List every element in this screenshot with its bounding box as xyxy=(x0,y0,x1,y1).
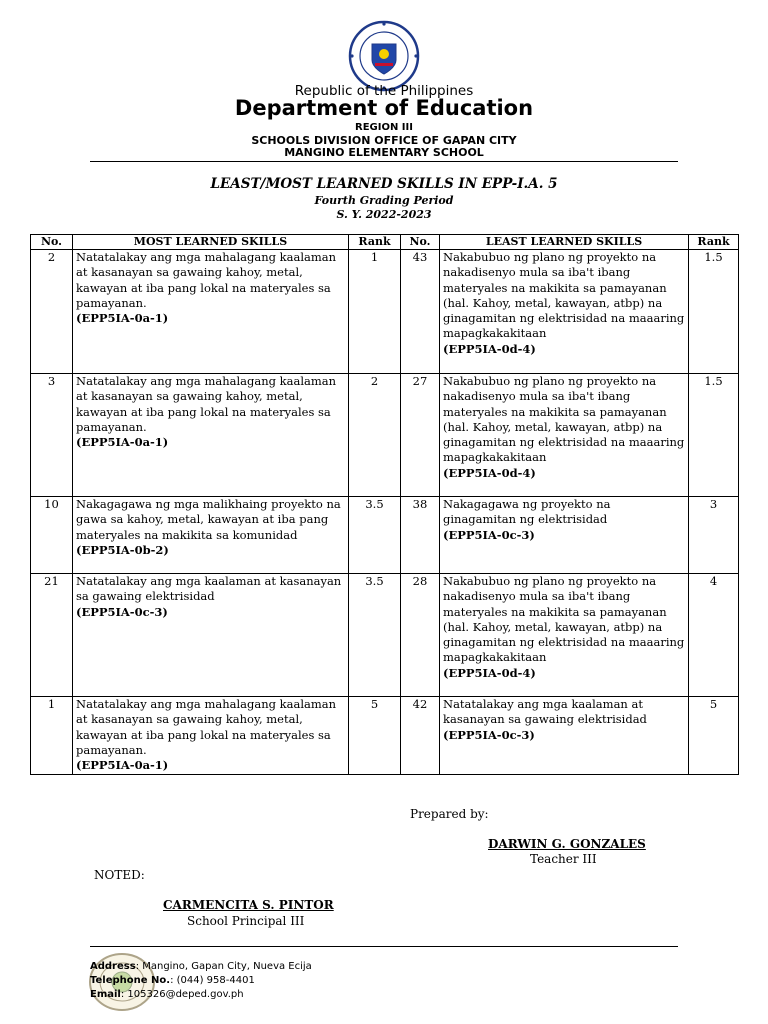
cell-no-left: 2 xyxy=(31,250,73,374)
region-heading: REGION III xyxy=(355,122,413,133)
skill-code: (EPP5IA-0b-2) xyxy=(76,542,169,557)
skill-code: (EPP5IA-0c-3) xyxy=(443,727,535,742)
republic-heading: Republic of the Philippines xyxy=(294,83,474,99)
noted-label: NOTED: xyxy=(94,868,145,882)
deped-seal-logo xyxy=(348,20,420,92)
cell-least-skill xyxy=(440,374,689,497)
cell-rank-right: 1.5 xyxy=(689,250,739,374)
cell-most-skill xyxy=(73,374,349,497)
footer-address xyxy=(90,961,312,972)
department-heading: Department of Education xyxy=(234,96,534,120)
cell-no-left: 10 xyxy=(31,497,73,574)
skill-code: (EPP5IA-0a-1) xyxy=(76,311,169,326)
table-row xyxy=(31,374,739,497)
footer-divider xyxy=(90,946,678,947)
footer-email xyxy=(90,989,244,1000)
table-row xyxy=(31,250,739,374)
table-row xyxy=(31,497,739,574)
cell-most-skill xyxy=(73,250,349,374)
skills-table xyxy=(30,234,739,775)
skill-code: (EPP5IA-0a-1) xyxy=(76,758,169,773)
cell-no-right: 27 xyxy=(401,374,440,497)
col-header-no-left: No. xyxy=(31,235,73,250)
address-label: Address xyxy=(90,961,136,972)
cell-rank-left: 3.5 xyxy=(349,574,401,697)
cell-rank-left: 1 xyxy=(349,250,401,374)
grading-period: Fourth Grading Period xyxy=(314,194,454,207)
table-row xyxy=(31,697,739,775)
document-title: LEAST/MOST LEARNED SKILLS IN EPP-I.A. 5 xyxy=(210,176,558,192)
skill-text: Nakagagawa ng mga malikhaing proyekto na gawa sa kahoy, metal, kawayan at iba pang materyales na makikita sa komunidad xyxy=(76,497,341,542)
skill-code: (EPP5IA-0d-4) xyxy=(443,341,536,356)
email-label: Email xyxy=(90,989,121,1000)
cell-rank-left: 3.5 xyxy=(349,497,401,574)
col-header-no-right: No. xyxy=(401,235,440,250)
cell-no-right: 43 xyxy=(401,250,440,374)
table-row xyxy=(31,574,739,697)
email-value: : 105326@deped.gov.ph xyxy=(120,989,244,1000)
cell-rank-right: 5 xyxy=(689,697,739,775)
cell-most-skill xyxy=(73,697,349,775)
skill-text: Nakagagawa ng proyekto na ginagamitan ng elektrisidad xyxy=(443,497,611,527)
cell-rank-right: 1.5 xyxy=(689,374,739,497)
skill-text: Natatalakay ang mga kaalaman at kasanayan sa gawaing elektrisidad xyxy=(76,574,342,604)
skill-code: (EPP5IA-0c-3) xyxy=(76,604,168,619)
preparer-position: Teacher III xyxy=(530,852,597,866)
school-heading: MANGINO ELEMENTARY SCHOOL xyxy=(284,146,484,159)
col-header-rank-left: Rank xyxy=(349,235,401,250)
skill-text: Natatalakay ang mga mahalagang kaalaman at kasanayan sa gawaing kahoy, metal, kawayan at iba pang lokal na materyales sa pamayanan. xyxy=(76,697,337,757)
cell-no-right: 28 xyxy=(401,574,440,697)
cell-most-skill xyxy=(73,574,349,697)
footer-phone xyxy=(90,975,255,986)
cell-rank-right: 3 xyxy=(689,497,739,574)
table-header-row xyxy=(31,235,739,250)
col-header-rank-right: Rank xyxy=(689,235,739,250)
skill-text: Natatalakay ang mga kaalaman at kasanayan sa gawaing elektrisidad xyxy=(443,697,647,727)
col-header-least-learned: LEAST LEARNED SKILLS xyxy=(440,235,689,250)
skill-code: (EPP5IA-0d-4) xyxy=(443,665,536,680)
skill-text: Nakabubuo ng plano ng proyekto na nakadisenyo mula sa iba't ibang materyales na makikita sa pamayanan (hal. Kahoy, metal, kawayan, atbp) na ginagamitan ng elektrisidad na maaaring mapagkakakitaan xyxy=(443,574,685,665)
school-year: S. Y. 2022-2023 xyxy=(336,208,432,221)
skill-text: Natatalakay ang mga mahalagang kaalaman at kasanayan sa gawaing kahoy, metal, kawayan at iba pang lokal na materyales sa pamayanan. xyxy=(76,374,337,434)
cell-least-skill xyxy=(440,697,689,775)
phone-value: : (044) 958-4401 xyxy=(170,975,255,986)
skill-code: (EPP5IA-0d-4) xyxy=(443,465,536,480)
skill-code: (EPP5IA-0a-1) xyxy=(76,435,169,450)
cell-most-skill xyxy=(73,497,349,574)
cell-least-skill xyxy=(440,497,689,574)
header-divider xyxy=(90,161,678,162)
preparer-name: DARWIN G. GONZALES xyxy=(488,837,646,851)
cell-rank-left: 2 xyxy=(349,374,401,497)
skill-code: (EPP5IA-0c-3) xyxy=(443,527,535,542)
cell-rank-left: 5 xyxy=(349,697,401,775)
phone-label: Telephone No. xyxy=(90,975,171,986)
cell-no-right: 38 xyxy=(401,497,440,574)
cell-no-left: 1 xyxy=(31,697,73,775)
noter-position: School Principal III xyxy=(187,914,305,928)
col-header-most-learned: MOST LEARNED SKILLS xyxy=(73,235,349,250)
cell-no-left: 3 xyxy=(31,374,73,497)
cell-rank-right: 4 xyxy=(689,574,739,697)
noter-name: CARMENCITA S. PINTOR xyxy=(163,898,334,912)
skill-text: Nakabubuo ng plano ng proyekto na nakadisenyo mula sa iba't ibang materyales na makikita sa pamayanan (hal. Kahoy, metal, kawayan, atbp) na ginagamitan ng elektrisidad na maaaring mapagkakakitaan xyxy=(443,250,685,341)
cell-no-left: 21 xyxy=(31,574,73,697)
cell-no-right: 42 xyxy=(401,697,440,775)
prepared-by-label: Prepared by: xyxy=(410,807,489,821)
skill-text: Natatalakay ang mga mahalagang kaalaman at kasanayan sa gawaing kahoy, metal, kawayan at iba pang lokal na materyales sa pamayanan. xyxy=(76,250,337,310)
skill-text: Nakabubuo ng plano ng proyekto na nakadisenyo mula sa iba't ibang materyales na makikita sa pamayanan (hal. Kahoy, metal, kawayan, atbp) na ginagamitan ng elektrisidad na maaaring mapagkakakitaan xyxy=(443,374,685,465)
address-value: : Mangino, Gapan City, Nueva Ecija xyxy=(135,961,312,972)
cell-least-skill xyxy=(440,250,689,374)
cell-least-skill xyxy=(440,574,689,697)
division-heading: SCHOOLS DIVISION OFFICE OF GAPAN CITY xyxy=(251,134,517,147)
